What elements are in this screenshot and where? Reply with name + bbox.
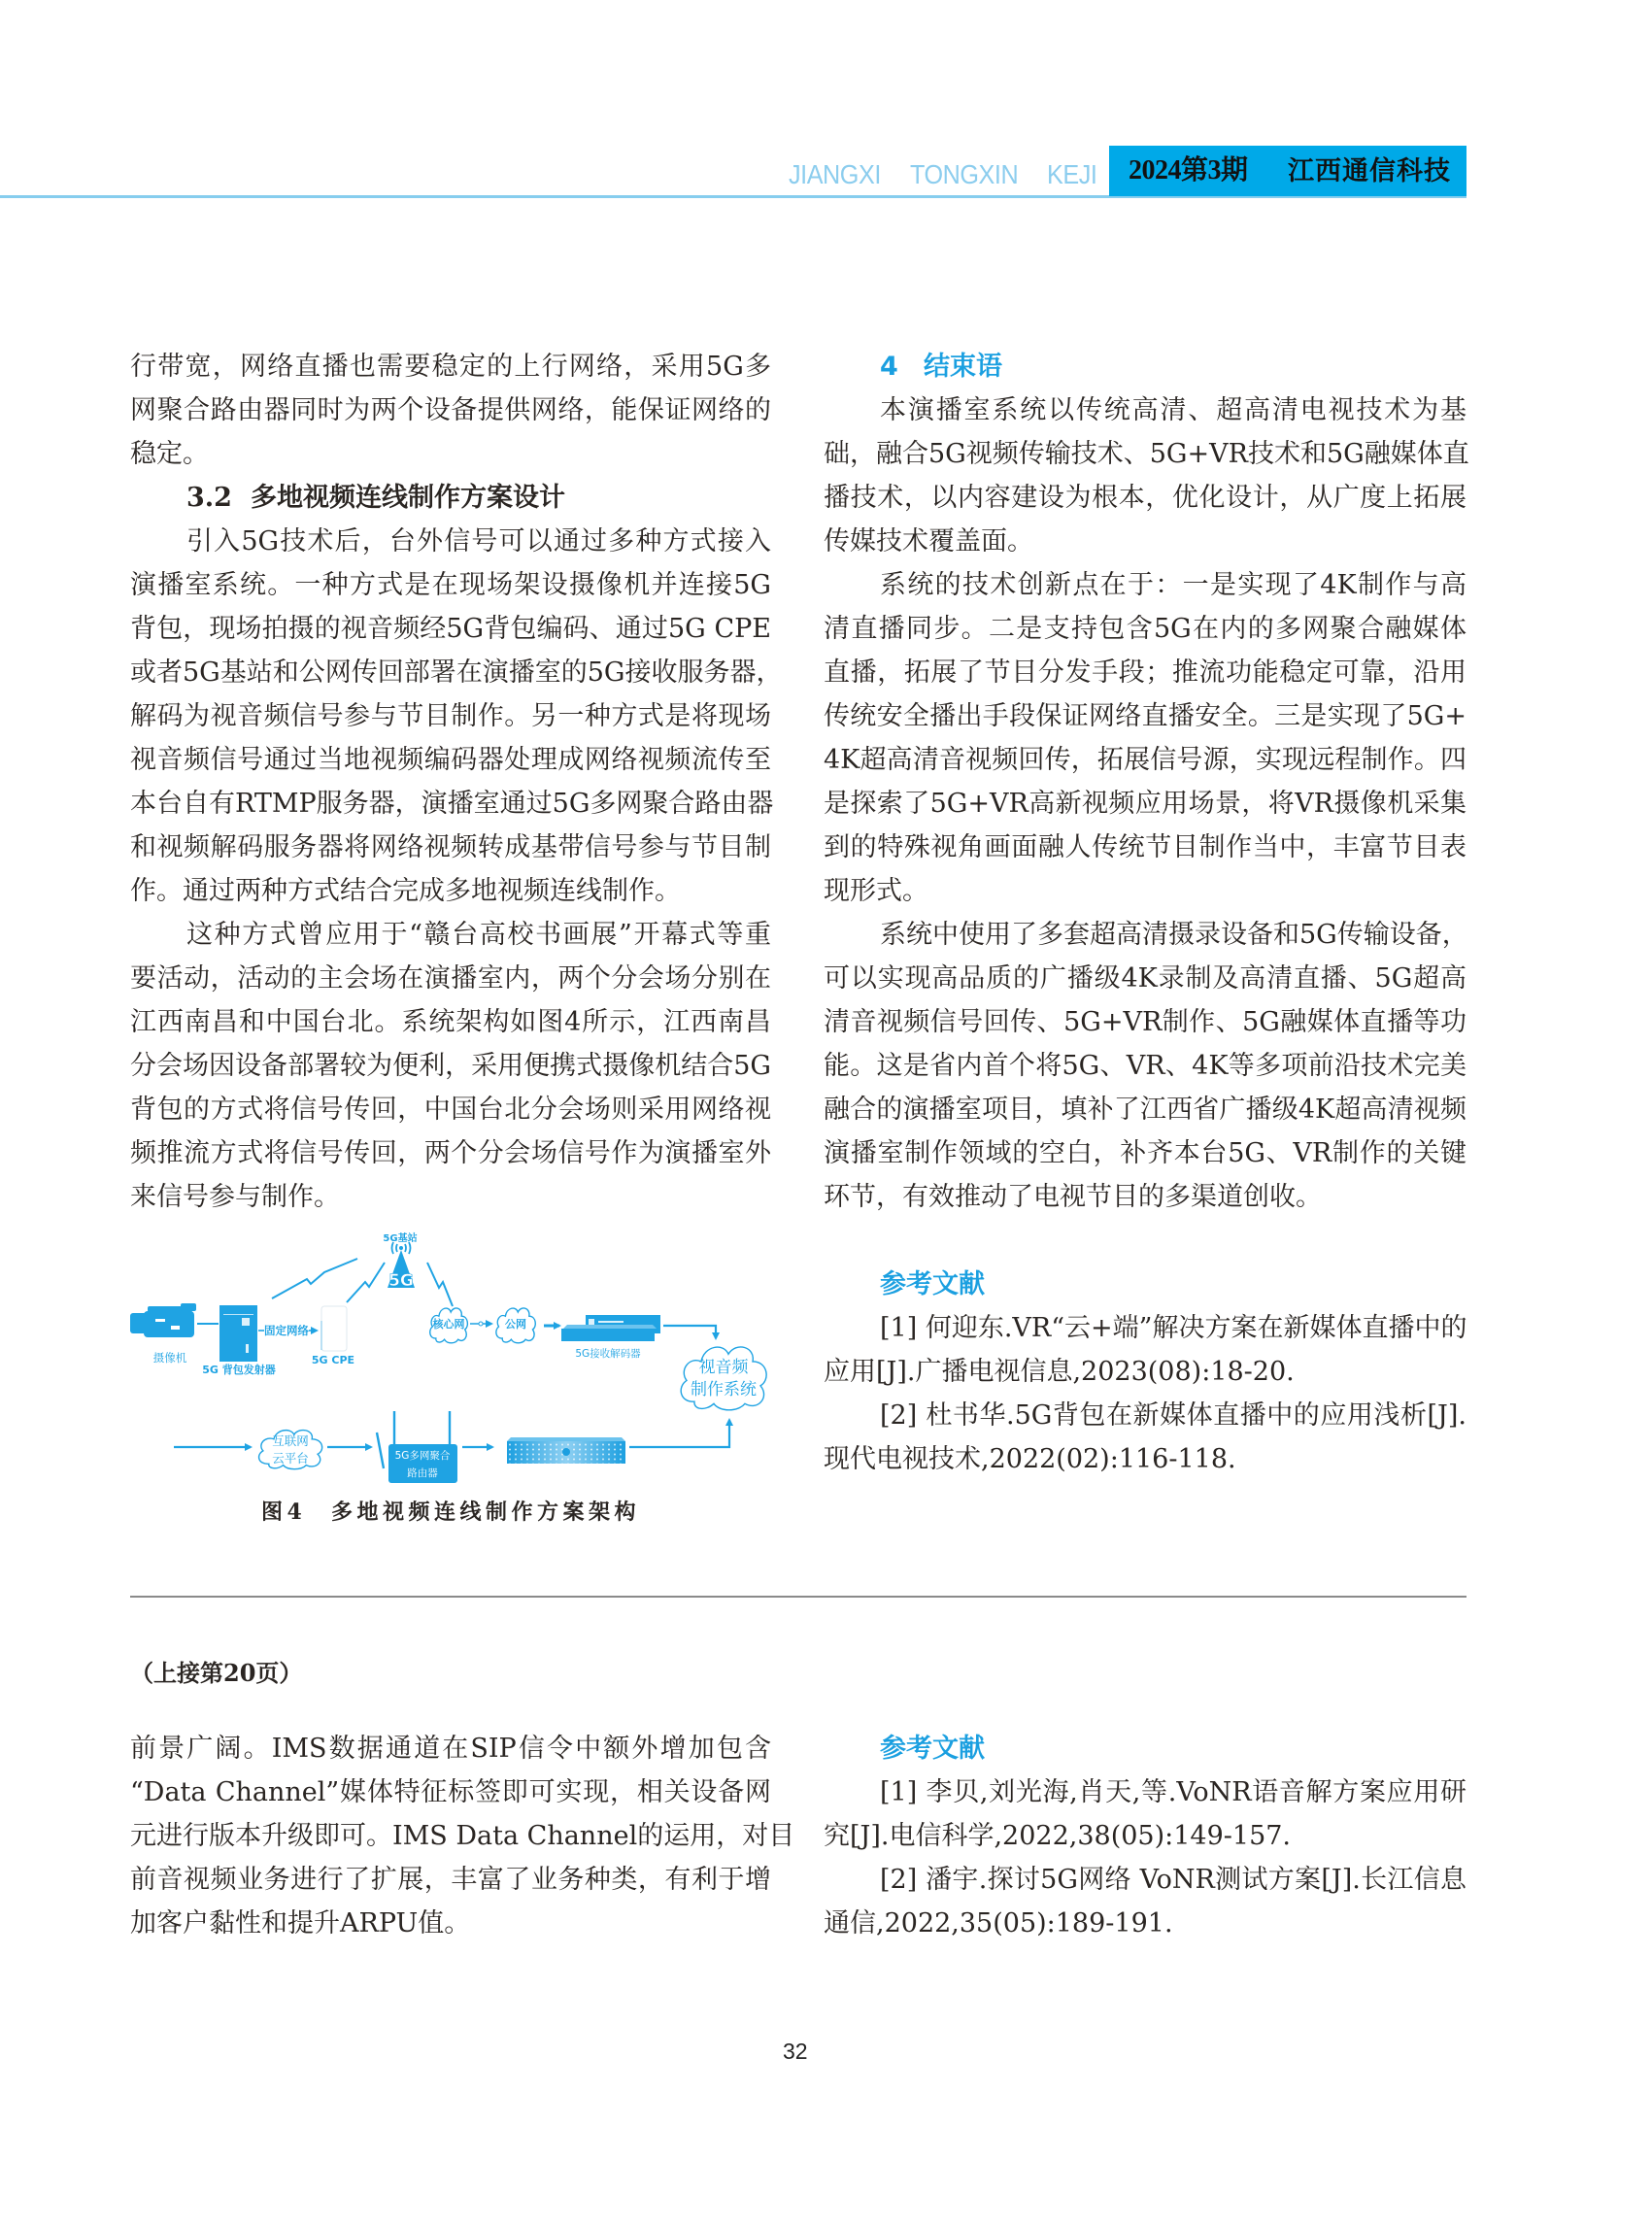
reference-line: 应用[J].广播电视信息,2023(08):18-20.	[824, 1357, 1295, 1387]
body-line: 江西南昌和中国台北。系统架构如图4所示，江西南昌	[130, 1007, 771, 1037]
body-line: 视音频信号通过当地视频编码器处理成网络视频流传至	[130, 745, 771, 775]
section-title: 结束语	[924, 352, 1002, 382]
right-column	[824, 345, 1467, 1481]
link-node-dot	[479, 1322, 483, 1326]
production-system-label-line2: 制作系统	[691, 1380, 757, 1399]
body-line: 作。通过两种方式结合完成多地视频连线制作。	[130, 876, 681, 906]
router-label-line1: 5G多网聚合	[394, 1450, 451, 1462]
body-line: 引入5G技术后，台外信号可以通过多种方式接入	[186, 526, 771, 556]
body-line: 系统中使用了多套超高清摄录设备和5G传输设备，	[880, 920, 1468, 950]
body-line: 演播室系统。一种方式是在现场架设摄像机并连接5G	[130, 570, 771, 600]
reference-line: 现代电视技术,2022(02):116-118.	[824, 1444, 1236, 1474]
continued-left-column	[130, 1727, 795, 1945]
reference-line: [2] 杜书华.5G背包在新媒体直播中的应用浅析[J].	[880, 1400, 1467, 1431]
section-divider	[130, 1596, 1467, 1598]
5g-backpack-transmitter-icon	[219, 1305, 257, 1362]
paragraph	[824, 913, 1467, 1219]
continued-right-column	[824, 1727, 1467, 1945]
wireless-link-cpe-to-base-station	[347, 1263, 385, 1302]
camera-label: 摄像机	[152, 1351, 187, 1365]
figure-title: 多地视频连线制作方案架构	[331, 1500, 641, 1525]
body-line: 融合的演播室项目，填补了江西省广播级4K超高清视频	[824, 1095, 1467, 1125]
body-line: 到的特殊视角画面融人传统节目制作当中，丰富节目表	[824, 832, 1467, 862]
tower-badge: 5G	[388, 1271, 414, 1291]
body-line: 这种方式曾应用于“赣台高校书画展”开幕式等重	[186, 920, 771, 950]
journal-name-en-word-2: TONGXIN	[910, 159, 1019, 189]
body-line: 播技术，以内容建设为根本，优化设计，从广度上拓展	[824, 483, 1467, 513]
body-line: 能。这是省内首个将5G、VR、4K等多项前沿技术完美	[824, 1051, 1467, 1081]
reference-line: 究[J].电信科学,2022,38(05):149-157.	[824, 1821, 1292, 1851]
journal-name-en-word-1: JIANGXI	[789, 159, 881, 189]
backpack-label: 5G 背包发射器	[202, 1364, 276, 1376]
body-line: 背包的方式将信号传回，中国台北分会场则采用网络视	[130, 1095, 771, 1125]
section-number: 3.2	[186, 483, 232, 513]
body-line: 直播，拓展了节目分发手段；推流功能稳定可靠，沿用	[824, 657, 1467, 688]
body-line: 传统安全播出手段保证网络直播安全。三是实现了5G+	[824, 701, 1467, 731]
body-line: 和视频解码服务器将网络视频转成基带信号参与节目制	[130, 832, 771, 862]
body-line: 要活动，活动的主会场在演播室内，两个分会场分别在	[130, 963, 771, 994]
reference-line: 通信,2022,35(05):189-191.	[824, 1908, 1173, 1938]
paragraph	[130, 520, 783, 913]
paragraph	[130, 913, 771, 1219]
paragraph	[824, 388, 1467, 563]
body-line: 4K超高清音视频回传，拓展信号源，实现远程制作。四	[824, 745, 1467, 775]
wireless-link-base-station-to-core	[427, 1263, 453, 1306]
public-network-label: 公网	[505, 1318, 526, 1331]
wireless-link-backpack-to-base-station	[272, 1259, 357, 1298]
body-line: 是探索了5G+VR高新视频应用场景，将VR摄像机采集	[824, 789, 1467, 819]
section-heading-4	[824, 345, 1467, 388]
5g-receiver-decoder-icon	[561, 1315, 660, 1341]
body-line: 来信号参与制作。	[130, 1182, 340, 1212]
reference-line: [2] 潘宇.探讨5G网络 VoNR测试方案[J].长江信息	[880, 1865, 1467, 1895]
left-column	[130, 345, 783, 1219]
cloud-platform-label-line2: 云平台	[272, 1451, 309, 1466]
fixed-network-label: 固定网络	[264, 1324, 309, 1337]
core-network-label: 核心网	[432, 1318, 465, 1331]
section-number: 4	[880, 352, 898, 382]
body-line: 分会场因设备部署较为便利，采用便携式摄像机结合5G	[130, 1051, 771, 1081]
reference-line: [1] 何迎东.VR“云+端”解决方案在新媒体直播中的	[880, 1313, 1467, 1343]
body-line: 系统的技术创新点在于：一是实现了4K制作与高	[880, 570, 1467, 600]
body-line: 可以实现高品质的广播级4K录制及高清直播、5G超高	[824, 963, 1467, 994]
body-line: 元进行版本升级即可。IMS Data Channel的运用，对目	[130, 1821, 795, 1851]
reference-line: [1] 李贝,刘光海,肖天,等.VoNR语音解方案应用研	[880, 1777, 1467, 1807]
reference-list	[824, 1306, 1467, 1481]
cloud-platform-label-line1: 互联网	[272, 1433, 309, 1448]
body-line: 清直播同步。二是支持包含5G在内的多网聚合融媒体	[824, 614, 1467, 644]
figure-4-architecture-diagram	[117, 1219, 796, 1491]
spacer	[824, 1219, 1467, 1263]
body-line: 本演播室系统以传统高清、超高清电视技术为基	[880, 395, 1467, 425]
router-label-line2: 路由器	[407, 1467, 438, 1479]
production-system-label-line1: 视音频	[698, 1358, 749, 1377]
journal-name-en-word-3: KEJI	[1047, 159, 1097, 189]
body-line: 或者5G基站和公网传回部署在演播室的5G接收服务器，	[130, 657, 783, 688]
production-system-cloud-icon	[681, 1347, 766, 1410]
header-issue-box	[1109, 146, 1467, 196]
decoder-label: 5G接收解码器	[575, 1348, 641, 1360]
body-line: 背包，现场拍摄的视音频经5G背包编码、通过5G CPE	[130, 614, 771, 644]
references-heading: 参考文献	[880, 1734, 985, 1764]
cpe-label: 5G CPE	[311, 1354, 355, 1366]
body-line: 础，融合5G视频传输技术、5G+VR技术和5G融媒体直	[824, 439, 1469, 469]
body-line: 现形式。	[824, 876, 928, 906]
decoder-to-production-arrow	[663, 1326, 716, 1338]
body-line: 稳定。	[130, 439, 209, 469]
body-line: 频推流方式将信号传回，两个分会场信号作为演播室外	[130, 1138, 771, 1168]
figure-caption	[261, 1497, 640, 1528]
body-line: 清音视频信号回传、5G+VR制作、5G融媒体直播等功	[824, 1007, 1467, 1037]
body-line: 前景广阔。IMS数据通道在SIP信令中额外增加包含	[130, 1734, 771, 1764]
issue-label: 2024第3期	[1129, 155, 1248, 185]
body-line: 本台自有RTMP服务器，演播室通过5G多网聚合路由器	[130, 789, 774, 819]
body-line: 环节，有效推动了电视节目的多渠道创收。	[824, 1182, 1322, 1212]
intro-paragraph	[130, 345, 771, 476]
body-line: 网聚合路由器同时为两个设备提供网络，能保证网络的	[130, 395, 771, 425]
body-line: 行带宽，网络直播也需要稳定的上行网络，采用5G多	[130, 352, 771, 382]
references-heading: 参考文献	[880, 1269, 985, 1299]
video-decoding-server-icon	[507, 1437, 625, 1464]
base-station-icon	[388, 1242, 415, 1291]
video-camera-icon	[130, 1303, 196, 1337]
server-to-production-arrow	[629, 1420, 729, 1447]
journal-name-cn: 江西通信科技	[1288, 156, 1451, 185]
body-line: 加客户黏性和提升ARPU值。	[130, 1908, 471, 1938]
body-line: 演播室制作领域的空白，补齐本台5G、VR制作的关键	[824, 1138, 1467, 1168]
body-line: “Data Channel”媒体特征标签即可实现，相关设备网	[130, 1777, 771, 1807]
figure-number: 图4	[261, 1500, 307, 1525]
paragraph	[824, 563, 1467, 913]
5g-cpe-device-icon	[321, 1306, 347, 1351]
page-number: 32	[783, 2039, 808, 2064]
continued-from-note: （上接第20页）	[130, 1659, 303, 1687]
body-line: 传媒技术覆盖面。	[824, 526, 1033, 556]
section-heading-3-2	[130, 476, 771, 520]
base-station-label: 5G基站	[383, 1233, 418, 1244]
section-title: 多地视频连线制作方案设计	[251, 483, 565, 513]
body-line: 前音视频业务进行了扩展，丰富了业务种类，有利于增	[130, 1865, 771, 1895]
body-line: 解码为视音频信号参与节目制作。另一种方式是将现场	[130, 701, 771, 731]
